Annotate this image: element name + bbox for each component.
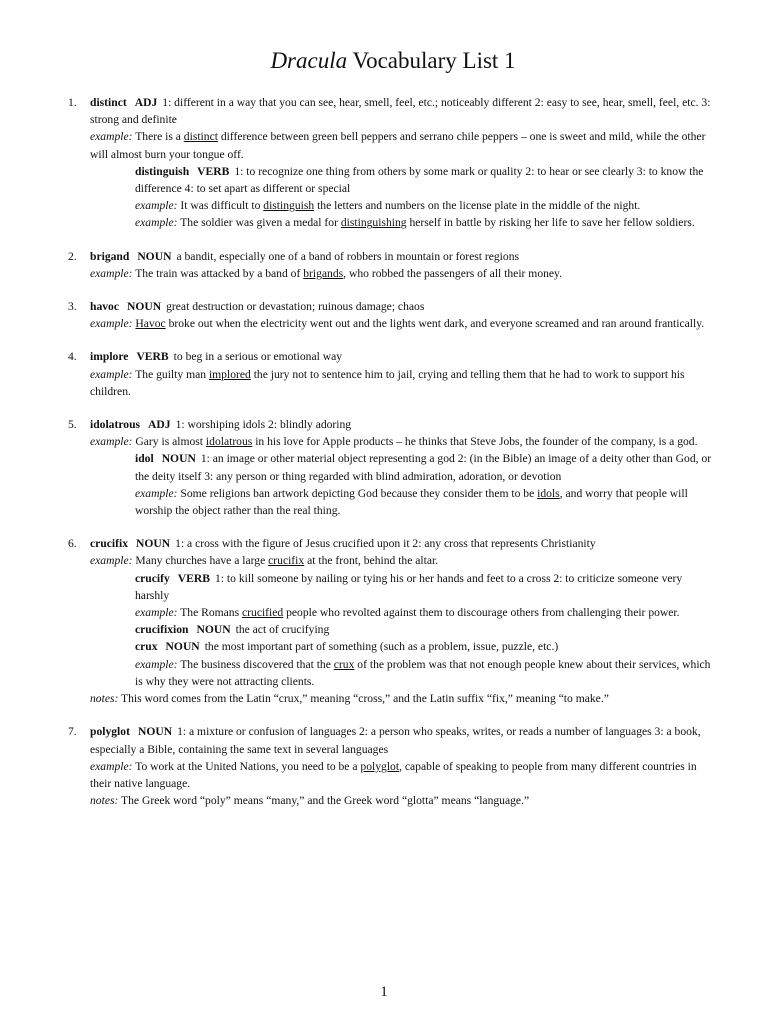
page-title xyxy=(68,46,718,76)
definition-text: the most important part of something (such as a problem, issue, puzzle, etc.) xyxy=(204,640,559,654)
headword: idol xyxy=(135,452,154,466)
example-sentence xyxy=(90,315,718,332)
vocab-entry xyxy=(68,416,718,519)
line-label: example: xyxy=(135,657,178,671)
underlined-word: distinct xyxy=(183,130,218,144)
word-notes xyxy=(90,792,718,809)
part-of-speech: NOUN xyxy=(136,537,171,551)
headword: brigand xyxy=(90,249,130,263)
sentence-after: of the problem was that not enough people knew about their services, which is why they were not attracting clients. xyxy=(135,657,711,688)
entry-number: 4. xyxy=(68,350,77,364)
line-label: example: xyxy=(90,266,133,280)
example-sentence xyxy=(90,197,718,214)
sentence-after: in his love for Apple products – he thinks that Steve Jobs, the founder of the company, is a god. xyxy=(252,435,698,449)
example-sentence xyxy=(90,214,718,231)
part-of-speech: ADJ xyxy=(148,418,171,432)
sentence-after: people who revolted against them to discourage others from challenging their power. xyxy=(283,606,680,620)
headword: crucifix xyxy=(90,537,128,551)
definition-text: 1: different in a way that you can see, hear, smell, feel, etc.; noticeably different 2: easy to see, hear, smell, feel, etc. 3: strong and definite xyxy=(90,96,711,127)
line-label: example: xyxy=(90,554,133,568)
example-sentence xyxy=(90,128,718,162)
vocab-entry xyxy=(68,94,718,232)
word-definition xyxy=(90,416,718,433)
definition-text: 1: to recognize one thing from others by some mark or quality 2: to hear or see clearly 3: to know the difference 4: to set apart as different or special xyxy=(135,164,704,196)
part-of-speech: NOUN xyxy=(137,249,172,263)
title-rest: Vocabulary List 1 xyxy=(347,48,516,73)
sentence-after: the letters and numbers on the license plate in the middle of the night. xyxy=(314,199,641,213)
underlined-word: idolatrous xyxy=(205,435,253,449)
sentence-after: difference between green bell peppers and serrano chile peppers – one is sweet and mild, while the other will almost burn your tongue off. xyxy=(90,130,706,161)
part-of-speech: VERB xyxy=(197,164,230,178)
vocab-entry xyxy=(68,248,718,282)
headword: distinguish xyxy=(135,164,190,178)
word-definition xyxy=(90,535,718,552)
sentence-before: The Romans xyxy=(177,606,243,620)
line-label: example: xyxy=(90,317,133,331)
example-sentence xyxy=(90,604,718,621)
headword: crux xyxy=(135,640,158,654)
headword: distinct xyxy=(90,96,127,109)
definition-text: great destruction or devastation; ruinous damage; chaos xyxy=(166,300,425,314)
page-number: 1 xyxy=(380,984,388,1000)
headword: polyglot xyxy=(90,725,130,739)
part-of-speech: VERB xyxy=(136,350,169,364)
word-definition xyxy=(90,450,718,484)
part-of-speech: NOUN xyxy=(126,300,162,314)
sentence-after: broke out when the electricity went out and the lights went dark, and everyone screamed and ran around frantically. xyxy=(165,317,705,331)
entry-number: 2. xyxy=(68,249,77,263)
example-sentence xyxy=(90,485,718,519)
definition-text: 1: an image or other material object representing a god 2: (in the Bible) an image of a deity other than God, or the deity itself 3: any person or thing regarded with blind admiration, adoration, or devotion xyxy=(135,452,712,483)
sentence-after: at the front, behind the altar. xyxy=(304,554,439,568)
line-label: notes: xyxy=(90,794,119,808)
example-sentence xyxy=(90,265,718,282)
sentence-before: The guilty man xyxy=(132,367,209,381)
underlined-word: idols xyxy=(537,486,560,500)
example-sentence xyxy=(90,366,718,400)
line-label: example: xyxy=(90,130,133,144)
title-italic: Dracula xyxy=(270,48,348,73)
part-of-speech: NOUN xyxy=(196,623,231,637)
word-definition xyxy=(90,723,718,757)
headword: idolatrous xyxy=(90,418,141,432)
definition-text: a bandit, especially one of a band of robbers in mountain or forest regions xyxy=(176,249,520,263)
sentence-after: herself in battle by risking her life to save her fellow soldiers. xyxy=(406,216,695,230)
entry-number: 5. xyxy=(68,418,77,432)
line-label: example: xyxy=(135,606,178,620)
definition-text: 1: worshiping idols 2: blindly adoring xyxy=(175,418,352,432)
headword: implore xyxy=(90,350,129,364)
vocab-entry xyxy=(68,535,718,707)
line-label: example: xyxy=(90,367,133,381)
sentence-before: This word comes from the Latin “crux,” meaning “cross,” and the Latin suffix “fix,” meaning “to make.” xyxy=(118,692,609,706)
word-definition xyxy=(90,298,718,315)
underlined-word: distinguishing xyxy=(340,216,407,230)
vocab-entry xyxy=(68,723,718,809)
underlined-word: crucified xyxy=(242,606,284,620)
vocabulary-list xyxy=(68,94,718,809)
line-label: example: xyxy=(135,199,178,213)
underlined-word: crucifix xyxy=(268,554,305,568)
sentence-after: , who robbed the passengers of all their money. xyxy=(343,266,562,280)
word-definition xyxy=(90,348,718,365)
vocab-entry xyxy=(68,298,718,332)
headword: havoc xyxy=(90,300,119,314)
definition-text: the act of crucifying xyxy=(235,623,330,637)
part-of-speech: NOUN xyxy=(161,452,196,466)
sentence-before: Many churches have a large xyxy=(132,554,269,568)
entry-number: 1. xyxy=(68,96,77,109)
entry-number: 6. xyxy=(68,537,77,551)
word-notes xyxy=(90,690,718,707)
underlined-word: polyglot xyxy=(360,759,400,773)
entry-number: 3. xyxy=(68,300,77,314)
word-definition xyxy=(90,570,718,604)
headword: crucify xyxy=(135,571,170,585)
sentence-after: , and worry that people will worship the object rather than the real thing. xyxy=(135,486,688,518)
part-of-speech: ADJ xyxy=(134,96,158,109)
example-sentence xyxy=(90,656,718,690)
sentence-after: , capable of speaking to people from many different countries in their native language. xyxy=(90,759,697,790)
underlined-word: Havoc xyxy=(135,317,166,331)
word-definition xyxy=(90,638,718,655)
sentence-before: To work at the United Nations, you need to be a xyxy=(132,759,361,773)
underlined-word: brigands xyxy=(303,266,344,280)
definition-text: to beg in a serious or emotional way xyxy=(173,350,343,364)
line-label: example: xyxy=(135,216,178,230)
definition-text: 1: a cross with the figure of Jesus crucified upon it 2: any cross that represents Christianity xyxy=(175,537,596,551)
sentence-before: The train was attacked by a band of xyxy=(132,266,304,280)
vocab-entry xyxy=(68,348,718,400)
entry-number: 7. xyxy=(68,725,77,739)
sentence-before: The soldier was given a medal for xyxy=(177,216,341,230)
part-of-speech: VERB xyxy=(177,571,210,585)
underlined-word: distinguish xyxy=(263,199,315,213)
sentence-before: Gary is almost xyxy=(132,435,206,449)
definition-text: 1: a mixture or confusion of languages 2: a person who speaks, writes, or reads a number of languages 3: a book, especially a Bible, containing the same text in several languages xyxy=(90,725,701,756)
word-definition xyxy=(90,621,718,638)
underlined-word: crux xyxy=(333,657,355,671)
headword: crucifixion xyxy=(135,623,189,637)
line-label: example: xyxy=(135,486,178,500)
underlined-word: implored xyxy=(208,367,251,381)
line-label: example: xyxy=(90,435,133,449)
part-of-speech: NOUN xyxy=(165,640,200,654)
sentence-after: the jury not to sentence him to jail, crying and telling them that he had to work to support his children. xyxy=(90,367,685,398)
sentence-before: The Greek word “poly” means “many,” and the Greek word “glotta” means “language.” xyxy=(118,794,530,808)
part-of-speech: NOUN xyxy=(137,725,173,739)
word-definition xyxy=(90,163,718,197)
line-label: notes: xyxy=(90,692,119,706)
sentence-before: Some religions ban artwork depicting God because they consider them to be xyxy=(177,486,538,500)
example-sentence xyxy=(90,758,718,792)
example-sentence xyxy=(90,433,718,450)
word-definition xyxy=(90,94,718,128)
line-label: example: xyxy=(90,759,133,773)
example-sentence xyxy=(90,552,718,569)
definition-text: 1: to kill someone by nailing or tying his or her hands and feet to a cross 2: to criticize someone very harshly xyxy=(135,571,683,602)
sentence-before: The business discovered that the xyxy=(177,657,334,671)
word-definition xyxy=(90,248,718,265)
sentence-before: There is a xyxy=(132,130,184,144)
sentence-before: It was difficult to xyxy=(177,199,264,213)
